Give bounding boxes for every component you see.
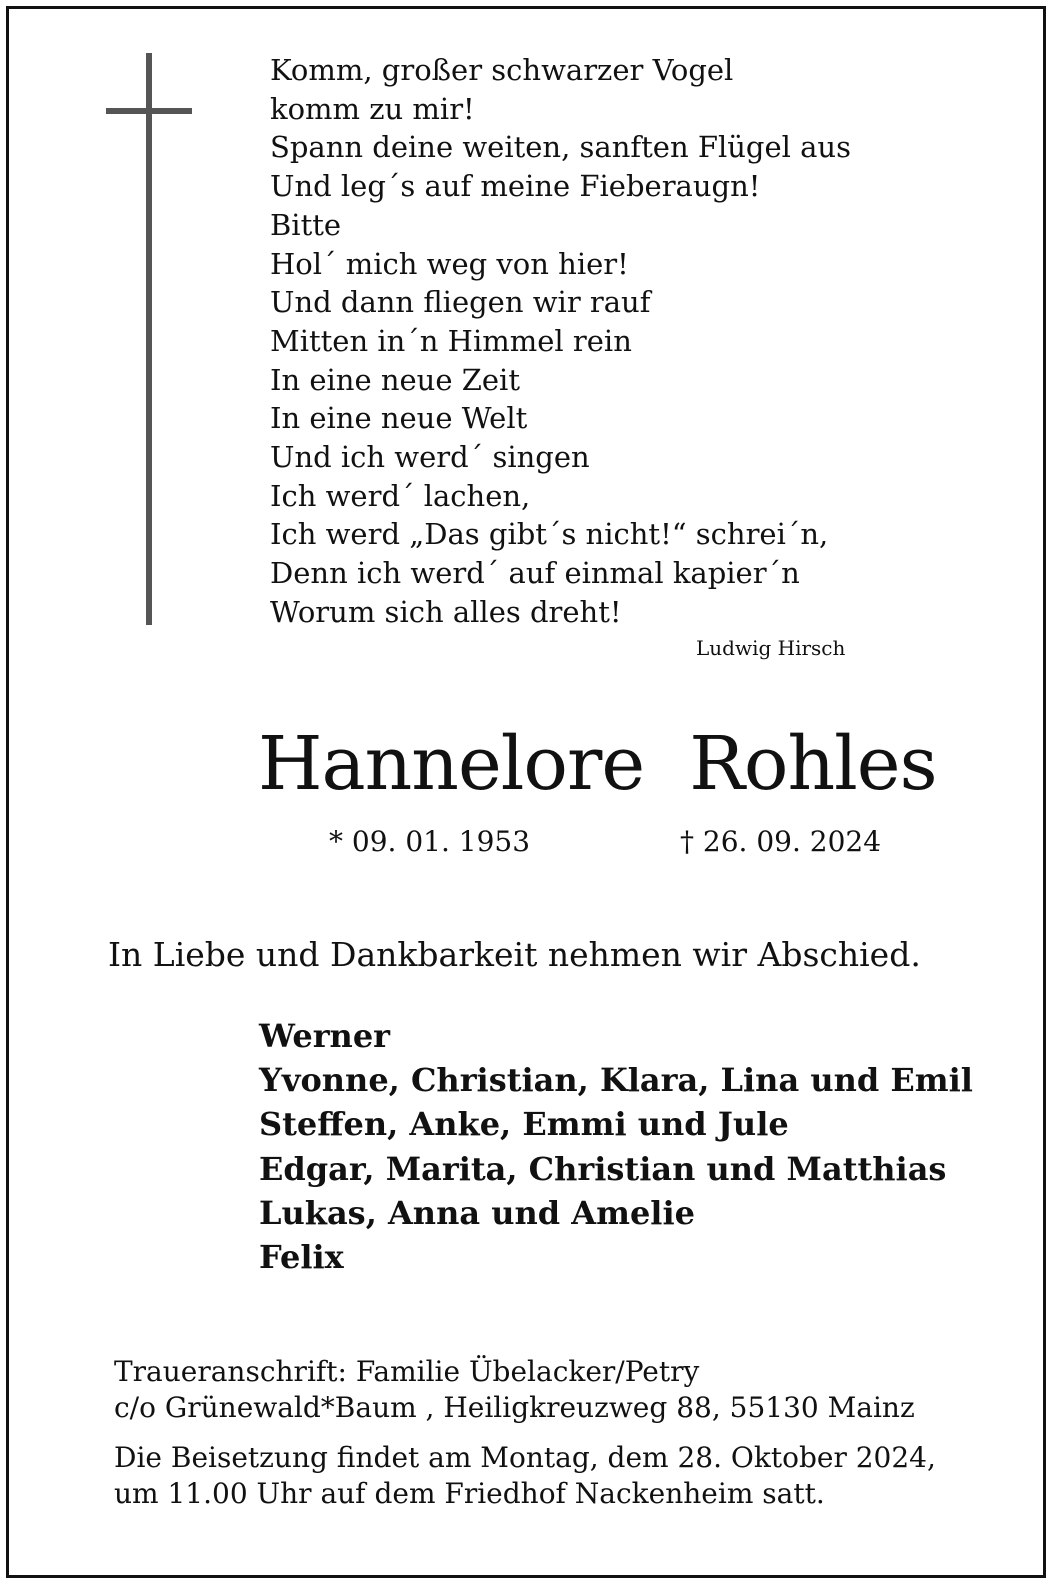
death-date: † 26. 09. 2024 [680, 825, 882, 858]
poem-line: Und dann fliegen wir rauf [270, 285, 651, 320]
poem-line: Denn ich werd´ auf einmal kapier´n [270, 556, 800, 591]
family-line: Yvonne, Christian, Klara, Lina und Emil [259, 1061, 973, 1100]
poem-author: Ludwig Hirsch [696, 636, 846, 660]
family-line: Werner [259, 1017, 391, 1055]
family-line: Lukas, Anna und Amelie [259, 1193, 695, 1232]
poem-line: Mitten in´n Himmel rein [270, 323, 632, 358]
family-line: Steffen, Anke, Emmi und Jule [259, 1105, 789, 1144]
burial-info [114, 1440, 936, 1512]
address-line: Traueranschrift: Familie Übelacker/Petry [114, 1355, 700, 1388]
poem-line: Ich werd´ lachen, [270, 478, 531, 513]
cross-icon [146, 53, 152, 625]
poem-line: In eine neue Zeit [270, 362, 520, 397]
burial-line: Die Beisetzung findet am Montag, dem 28. Oktober 2024, [114, 1441, 936, 1474]
poem-line: Worum sich alles dreht! [270, 594, 622, 629]
poem-line: komm zu mir! [270, 91, 475, 126]
burial-line: um 11.00 Uhr auf dem Friedhof Nackenheim satt. [114, 1477, 825, 1510]
address-line: c/o Grünewald*Baum , Heiligkreuzweg 88, 55130 Mainz [114, 1391, 915, 1424]
poem-line: In eine neue Welt [270, 401, 528, 436]
family-line: Edgar, Marita, Christian und Matthias [259, 1149, 947, 1188]
poem-line: Bitte [270, 207, 342, 242]
family-line: Felix [259, 1238, 344, 1277]
deceased-name: Hannelore Rohles [258, 721, 937, 807]
cross-icon-bar [106, 108, 192, 114]
mourning-address [114, 1354, 915, 1426]
poem-line: Spann deine weiten, sanften Flügel aus [270, 130, 851, 165]
family-list [259, 1014, 973, 1279]
poem-line: Komm, großer schwarzer Vogel [270, 53, 734, 87]
poem-line: Und ich werd´ singen [270, 440, 590, 475]
poem-line: Und leg´s auf meine Fieberaugn! [270, 169, 761, 204]
birth-date: * 09. 01. 1953 [329, 825, 531, 858]
poem-line: Ich werd „Das gibt´s nicht!“ schrei´n, [270, 517, 829, 552]
poem-line: Hol´ mich weg von hier! [270, 246, 629, 281]
farewell-text: In Liebe und Dankbarkeit nehmen wir Abschied. [108, 935, 921, 974]
poem [270, 51, 851, 632]
